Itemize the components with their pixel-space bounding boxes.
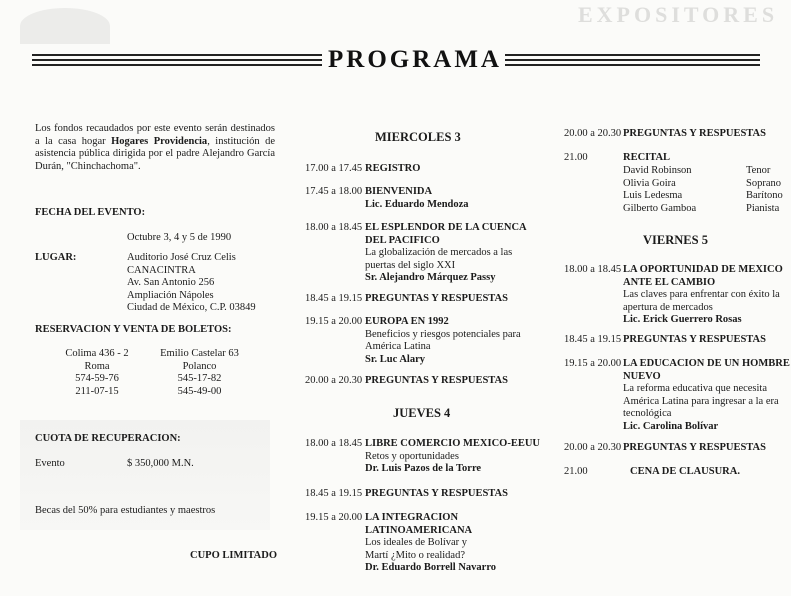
location-line: 545-49-00 xyxy=(177,385,222,397)
event-title: EUROPA EN 1992 xyxy=(365,316,449,327)
location-line: Emilio Castelar 63 xyxy=(160,348,239,359)
event-desc: Beneficios y riesgos potenciales para América Latina xyxy=(365,328,521,352)
lugar-line: Av. San Antonio 256 xyxy=(127,277,215,288)
event-time: 18.45 a 19.15 xyxy=(305,488,363,499)
event-time: 19.15 a 20.00 xyxy=(305,512,363,523)
event-title: CENA DE CLAUSURA. xyxy=(630,466,740,477)
day-heading-jueves: JUEVES 4 xyxy=(393,406,451,420)
lugar-address xyxy=(127,252,256,315)
performer-voice: Pianista xyxy=(746,202,780,214)
event-preguntas xyxy=(623,442,791,455)
performer-voice: Soprano xyxy=(746,177,781,189)
cuota-heading: CUOTA DE RECUPERACION: xyxy=(35,433,181,444)
event-speaker: Lic. Eduardo Mendoza xyxy=(365,198,469,210)
event-title: PREGUNTAS Y RESPUESTAS xyxy=(623,442,766,453)
header-rule-left xyxy=(32,54,322,69)
faded-emblem xyxy=(20,8,110,44)
event-bienvenida xyxy=(365,186,545,211)
event-title: LA EDUCACION DE UN HOMBRE NUEVO xyxy=(623,358,790,382)
fecha-value: Octubre 3, 4 y 5 de 1990 xyxy=(127,232,232,243)
intro-paragraph xyxy=(35,123,275,173)
event-integracion xyxy=(365,512,497,575)
page-title: PROGRAMA xyxy=(328,46,502,73)
lugar-line: CANACINTRA xyxy=(127,264,196,276)
event-desc: Las claves para enfrentar con éxito la apertura de mercados xyxy=(623,289,780,313)
event-recital xyxy=(623,152,791,165)
lugar-line: Ampliación Nápoles xyxy=(127,289,214,301)
intro-suffix: , institución de asistencia pública dirigida por el padre Alejandro García Durán, "Chinchachoma". xyxy=(35,135,275,172)
day-heading-viernes: VIERNES 5 xyxy=(643,233,708,247)
becas-text: Becas del 50% para estudiantes y maestros xyxy=(35,505,216,516)
location-roma xyxy=(52,348,142,398)
recital-performers xyxy=(623,165,783,215)
event-oportunidad-mexico xyxy=(623,264,791,327)
event-speaker: Lic. Erick Guerrero Rosas xyxy=(623,314,742,325)
event-title: PREGUNTAS Y RESPUESTAS xyxy=(365,293,508,304)
event-speaker: Sr. Luc Alary xyxy=(365,353,425,365)
event-speaker: Dr. Eduardo Borrell Navarro xyxy=(365,562,497,573)
event-title: RECITAL xyxy=(623,152,671,163)
performer-voice: Tenor xyxy=(746,165,771,176)
event-speaker: Lic. Carolina Bolívar xyxy=(623,420,719,432)
performer-voice: Barítono xyxy=(746,190,783,201)
event-preguntas xyxy=(365,488,545,501)
performer-name: Luis Ledesma xyxy=(623,190,683,201)
event-title: REGISTRO xyxy=(365,163,421,174)
event-cuenca-pacifico xyxy=(365,222,540,285)
lugar-line: Auditorio José Cruz Celis xyxy=(127,252,236,263)
event-desc: Los ideales de Bolívar y Martí ¿Mito o realidad? xyxy=(365,537,468,561)
event-educacion xyxy=(623,358,791,433)
day-heading-miercoles: MIERCOLES 3 xyxy=(375,130,461,144)
event-cena-clausura xyxy=(630,466,791,479)
event-speaker: Dr. Luis Pazos de la Torre xyxy=(365,463,482,474)
event-time: 20.00 a 20.30 xyxy=(564,128,622,139)
event-time: 18.00 a 18.45 xyxy=(564,264,622,275)
faded-heading-expositores: EXPOSITORES xyxy=(578,2,779,27)
intro-prefix: Los fondos recaudados por este evento serán destinados a la casa hogar xyxy=(35,123,275,147)
event-desc: La globalización de mercados a las puertas del siglo XXI xyxy=(365,247,513,271)
event-time: 20.00 a 20.30 xyxy=(305,375,363,386)
event-speaker: Sr. Alejandro Márquez Passy xyxy=(365,272,496,283)
event-europa xyxy=(365,316,540,366)
event-title: PREGUNTAS Y RESPUESTAS xyxy=(623,128,766,139)
event-title: BIENVENIDA xyxy=(365,186,433,197)
event-time: 18.00 a 18.45 xyxy=(305,222,363,233)
lugar-line: Ciudad de México, C.P. 03849 xyxy=(127,302,256,313)
event-desc: Retos y oportunidades xyxy=(365,450,459,462)
location-line: Colima 436 - 2 xyxy=(65,348,129,359)
reservacion-heading: RESERVACION Y VENTA DE BOLETOS: xyxy=(35,324,232,335)
event-title: LA INTEGRACION LATINOAMERICANA xyxy=(365,512,473,536)
evento-price: $ 350,000 M.N. xyxy=(127,458,194,469)
event-time: 19.15 a 20.00 xyxy=(564,358,622,369)
lugar-heading: LUGAR: xyxy=(35,252,77,263)
event-time: 18.45 a 19.15 xyxy=(305,293,363,304)
performer-row xyxy=(623,165,783,178)
performer-name: David Robinson xyxy=(623,165,692,176)
cupo-limitado: CUPO LIMITADO xyxy=(190,550,278,561)
performer-row xyxy=(623,203,783,216)
event-time: 21.00 xyxy=(564,466,588,477)
event-registro xyxy=(365,163,545,176)
fecha-heading: FECHA DEL EVENTO: xyxy=(35,207,146,218)
event-preguntas xyxy=(365,375,545,388)
location-line: 574-59-76 xyxy=(75,373,119,384)
performer-row xyxy=(623,190,783,203)
performer-name: Olivia Goira xyxy=(623,177,676,189)
event-libre-comercio xyxy=(365,438,545,476)
performer-row xyxy=(623,178,783,191)
event-time: 17.45 a 18.00 xyxy=(305,186,363,197)
event-title: PREGUNTAS Y RESPUESTAS xyxy=(365,488,508,499)
event-preguntas xyxy=(365,293,545,306)
location-line: 211-07-15 xyxy=(75,385,119,397)
event-preguntas xyxy=(623,334,791,347)
event-time: 20.00 a 20.30 xyxy=(564,442,622,453)
event-title: LA OPORTUNIDAD DE MEXICO ANTE EL CAMBIO xyxy=(623,264,783,288)
event-title: PREGUNTAS Y RESPUESTAS xyxy=(623,334,766,345)
location-polanco xyxy=(152,348,247,398)
evento-label: Evento xyxy=(35,458,65,469)
event-preguntas xyxy=(623,128,791,141)
header-rule-right xyxy=(505,54,760,69)
event-time: 18.00 a 18.45 xyxy=(305,438,363,449)
location-line: 545-17-82 xyxy=(177,373,222,384)
location-line: Polanco xyxy=(182,360,217,372)
event-time: 21.00 xyxy=(564,152,588,163)
event-desc: La reforma educativa que necesita América Latina para ingresar a la era tecnológica xyxy=(623,383,779,419)
event-title: LIBRE COMERCIO MEXICO-EEUU xyxy=(365,438,541,449)
event-title: PREGUNTAS Y RESPUESTAS xyxy=(365,375,508,386)
performer-name: Gilberto Gamboa xyxy=(623,202,697,214)
intro-bold: Hogares Providencia xyxy=(111,135,208,147)
event-title: EL ESPLENDOR DE LA CUENCA DEL PACIFICO xyxy=(365,222,527,246)
event-time: 17.00 a 17.45 xyxy=(305,163,363,174)
event-time: 18.45 a 19.15 xyxy=(564,334,622,345)
location-line: Roma xyxy=(84,360,110,372)
event-time: 19.15 a 20.00 xyxy=(305,316,363,327)
